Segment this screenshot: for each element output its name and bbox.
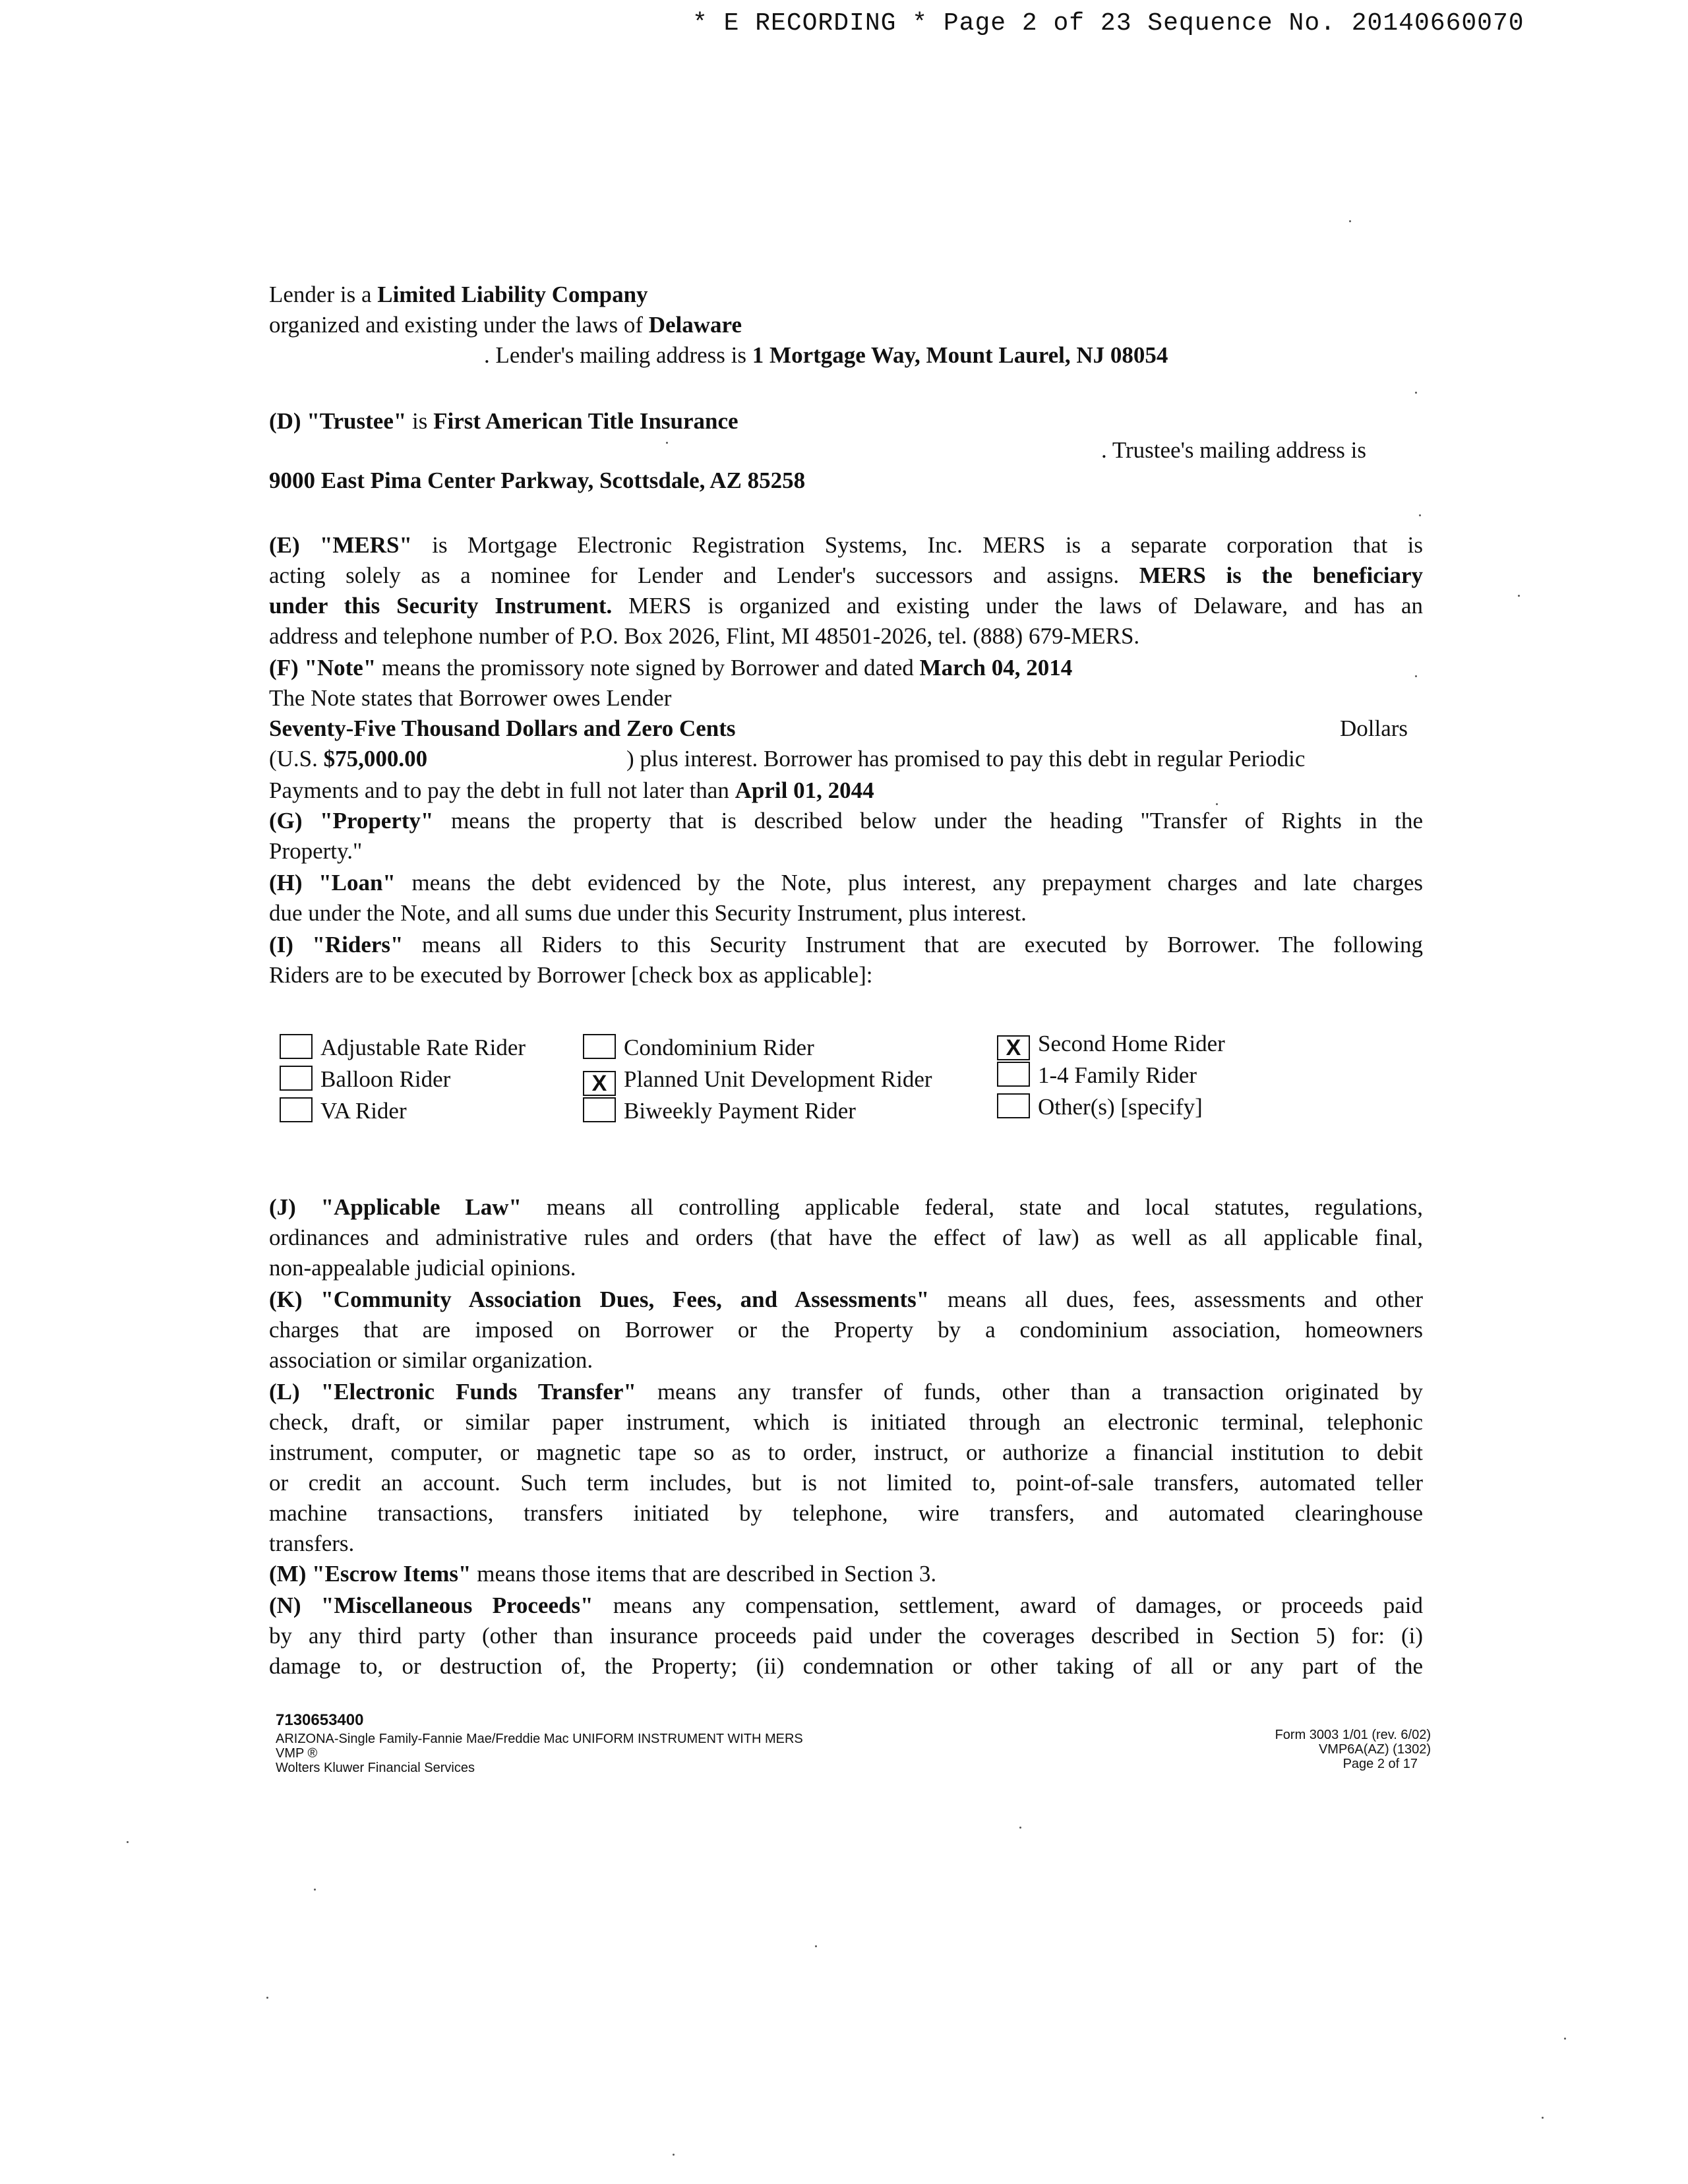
escrow-label: (M) "Escrow Items" <box>269 1561 471 1587</box>
form-title: ARIZONA-Single Family-Fannie Mae/Freddie Mac UNIFORM INSTRUMENT WITH MERS <box>276 1732 803 1746</box>
rider-label: Second Home Rider <box>1038 1031 1225 1056</box>
mers-label: (E) "MERS" <box>269 532 412 558</box>
scan-speck <box>666 442 668 444</box>
community-line-2: charges that are imposed on Borrower or the Property by a condominium association, homeowners <box>269 1317 1423 1343</box>
mers-line-3 <box>269 591 1423 621</box>
community-label: (K) "Community Association Dues, Fees, and Assessments" <box>269 1287 930 1312</box>
rider-label: Biweekly Payment Rider <box>624 1098 856 1124</box>
wolters-label: Wolters Kluwer Financial Services <box>276 1761 475 1775</box>
mers-line-3-text: MERS is organized and existing under the laws of Delaware, and has an <box>612 593 1423 619</box>
vmp-code: VMP6A(AZ) (1302) <box>1318 1742 1431 1757</box>
scan-speck <box>1415 392 1417 394</box>
riders-label: (I) "Riders" <box>269 932 404 957</box>
checkbox[interactable] <box>997 1093 1030 1118</box>
scan-speck <box>1564 2038 1566 2040</box>
rider-label: Other(s) [specify] <box>1038 1094 1203 1120</box>
trustee-label: (D) "Trustee" <box>269 408 407 434</box>
trustee-mailing-label: . Trustee's mailing address is <box>1101 437 1367 463</box>
trustee-line-1 <box>269 406 738 437</box>
rider-label: Planned Unit Development Rider <box>624 1066 932 1092</box>
lender-type-prefix: Lender is a <box>269 282 378 307</box>
lender-line-2 <box>269 310 742 340</box>
scan-speck <box>1019 1827 1021 1829</box>
recording-header: * E RECORDING * Page 2 of 23 Sequence No. 20140660070 <box>692 9 1524 38</box>
rider-label: Condominium Rider <box>624 1035 814 1060</box>
property-line-1 <box>269 806 1423 836</box>
eft-line-6: transfers. <box>269 1531 355 1556</box>
checkbox[interactable]: X <box>583 1071 616 1096</box>
form-number: Form 3003 1/01 (rev. 6/02) <box>1275 1728 1431 1742</box>
rider-label: 1-4 Family Rider <box>1038 1062 1197 1088</box>
scan-speck <box>266 1997 268 1999</box>
rider-1-4-family <box>997 1060 1197 1091</box>
note-label: (F) "Note" <box>269 655 377 681</box>
scan-speck <box>673 2154 675 2156</box>
loan-label: (H) "Loan" <box>269 870 396 895</box>
trustee-address-text: 9000 East Pima Center Parkway, Scottsdale, AZ 85258 <box>269 468 806 493</box>
scan-speck <box>1419 514 1421 516</box>
eft-line-3: instrument, computer, or magnetic tape so as to order, instruct, or authorize a financial institution to debit <box>269 1440 1423 1465</box>
checkbox[interactable] <box>280 1066 313 1091</box>
scan-speck <box>1216 803 1218 805</box>
loan-line-1 <box>269 868 1423 898</box>
rider-other <box>997 1092 1203 1122</box>
checkbox[interactable] <box>997 1062 1030 1087</box>
trustee-name: First American Title Insurance <box>433 408 738 434</box>
note-line-2: The Note states that Borrower owes Lender <box>269 685 672 711</box>
note-date: March 04, 2014 <box>919 655 1073 681</box>
property-line-1-text: means the property that is described below under the heading "Transfer of Rights in the <box>433 808 1423 834</box>
misc-line-1-text: means any compensation, settlement, award of damages, or proceeds paid <box>593 1592 1423 1618</box>
applicable-law-line-3: non-appealable judicial opinions. <box>269 1255 576 1281</box>
mers-line-2 <box>269 561 1423 591</box>
note-maturity-prefix: Payments and to pay the debt in full not later than <box>269 777 735 803</box>
rider-adjustable-rate <box>280 1033 526 1063</box>
eft-line-1 <box>269 1377 1423 1407</box>
lender-jurisdiction: Delaware <box>648 312 742 338</box>
community-line-3: association or similar organization. <box>269 1347 593 1373</box>
mers-line-1-text: is Mortgage Electronic Registration Systems, Inc. MERS is a separate corporation that is <box>411 532 1423 558</box>
mers-line-4: address and telephone number of P.O. Box 2026, Flint, MI 48501-2026, tel. (888) 679-MERS. <box>269 623 1140 649</box>
scan-speck <box>127 1841 129 1843</box>
scan-speck <box>1349 220 1351 222</box>
note-line-1-text: means the promissory note signed by Borrower and dated <box>376 655 920 681</box>
note-amount-words-text: Seventy-Five Thousand Dollars and Zero Cents <box>269 715 736 741</box>
riders-line-1 <box>269 930 1423 960</box>
mers-security-instrument: under this Security Instrument. <box>269 593 613 619</box>
property-label: (G) "Property" <box>269 808 434 834</box>
note-line-4-b: ) plus interest. Borrower has promised to pay this debt in regular Periodic <box>626 746 1306 772</box>
scan-speck <box>1518 595 1520 597</box>
misc-label: (N) "Miscellaneous Proceeds" <box>269 1592 593 1618</box>
community-line-1-text: means all dues, fees, assessments and other <box>929 1287 1423 1312</box>
rider-label: VA Rider <box>320 1098 407 1124</box>
riders-line-2: Riders are to be executed by Borrower [check box as applicable]: <box>269 962 873 988</box>
mers-beneficiary: MERS is the beneficiary <box>1139 562 1423 588</box>
lender-line-1 <box>269 280 648 310</box>
trustee-is: is <box>406 408 434 434</box>
page-of-total: Page 2 of 17 <box>1342 1757 1418 1771</box>
mers-line-2-text: acting solely as a nominee for Lender and Lender's successors and assigns. <box>269 562 1139 588</box>
riders-line-1-text: means all Riders to this Security Instrument that are executed by Borrower. The following <box>403 932 1423 957</box>
loan-number: 7130653400 <box>276 1711 364 1729</box>
loan-line-2: due under the Note, and all sums due under this Security Instrument, plus interest. <box>269 900 1027 926</box>
applicable-law-line-1 <box>269 1192 1423 1223</box>
note-amount-words <box>269 713 736 744</box>
escrow-line-1 <box>269 1559 1423 1589</box>
rider-second-home <box>997 1029 1225 1060</box>
rider-condominium <box>583 1033 814 1063</box>
scan-speck <box>815 1945 817 1947</box>
rider-label: Balloon Rider <box>320 1066 451 1092</box>
eft-line-2: check, draft, or similar paper instrument, which is initiated through an electronic terminal, telephonic <box>269 1409 1423 1435</box>
rider-va <box>280 1096 407 1126</box>
note-dollars: Dollars <box>1340 715 1408 741</box>
applicable-law-line-1-text: means all controlling applicable federal, state and local statutes, regulations, <box>521 1194 1423 1220</box>
applicable-law-label: (J) "Applicable Law" <box>269 1194 522 1220</box>
eft-line-4: or credit an account. Such term includes, but is not limited to, point-of-sale transfers, automated teller <box>269 1470 1423 1496</box>
loan-line-1-text: means the debt evidenced by the Note, plus interest, any prepayment charges and late charges <box>395 870 1423 895</box>
rider-balloon <box>280 1064 450 1095</box>
mers-line-1 <box>269 530 1423 561</box>
checkbox[interactable] <box>583 1097 616 1122</box>
checkbox[interactable]: X <box>997 1035 1030 1060</box>
checkbox[interactable] <box>280 1097 313 1122</box>
misc-line-3: damage to, or destruction of, the Property; (ii) condemnation or other taking of all or any part of the <box>269 1653 1423 1679</box>
property-line-2: Property." <box>269 838 363 864</box>
checkbox[interactable] <box>583 1034 616 1059</box>
rider-label: Adjustable Rate Rider <box>320 1035 526 1060</box>
scan-speck <box>1542 2117 1544 2119</box>
rider-planned-unit-development <box>583 1064 932 1096</box>
scan-speck <box>1415 675 1417 677</box>
note-line-1 <box>269 653 1072 683</box>
misc-line-2: by any third party (other than insurance proceeds paid under the coverages described in Section 5) for: (i) <box>269 1623 1423 1649</box>
note-amount: $75,000.00 <box>323 746 428 772</box>
lender-laws-prefix: organized and existing under the laws of <box>269 312 649 338</box>
checkbox[interactable] <box>280 1034 313 1059</box>
note-line-4-a <box>269 744 427 774</box>
applicable-law-line-2: ordinances and administrative rules and orders (that have the effect of law) as well as all applicable final, <box>269 1225 1423 1250</box>
scan-speck <box>314 1889 316 1891</box>
lender-address-prefix: . Lender's mailing address is <box>484 342 752 368</box>
eft-label: (L) "Electronic Funds Transfer" <box>269 1379 636 1405</box>
misc-line-1 <box>269 1591 1423 1621</box>
note-maturity-date: April 01, 2044 <box>735 777 874 803</box>
vmp-label: VMP ® <box>276 1746 318 1761</box>
escrow-line-1-text: means those items that are described in Section 3. <box>471 1561 937 1587</box>
note-line-5 <box>269 775 874 806</box>
rider-biweekly-payment <box>583 1096 856 1126</box>
eft-line-1-text: means any transfer of funds, other than a transaction originated by <box>636 1379 1424 1405</box>
trustee-address <box>269 466 805 496</box>
eft-line-5: machine transactions, transfers initiated by telephone, wire transfers, and automated clearinghouse <box>269 1500 1423 1526</box>
lender-address: 1 Mortgage Way, Mount Laurel, NJ 08054 <box>752 342 1168 368</box>
note-us-prefix: (U.S. <box>269 746 324 772</box>
community-line-1 <box>269 1285 1423 1315</box>
lender-line-3 <box>484 340 1168 371</box>
lender-type: Limited Liability Company <box>377 282 648 307</box>
